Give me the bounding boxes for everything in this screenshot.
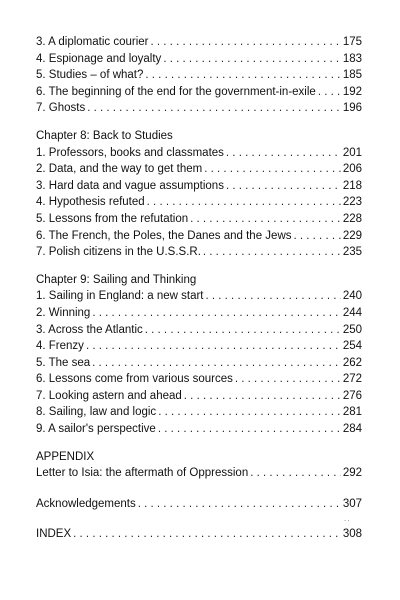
dot-leader — [147, 196, 341, 208]
toc-entry-page: 175 — [342, 36, 362, 48]
toc-entry-title: 3. A diplomatic courier — [36, 36, 149, 48]
toc-entry — [36, 180, 362, 197]
toc-entry — [36, 324, 362, 341]
dot-leader — [163, 53, 341, 65]
dot-leader — [318, 86, 341, 98]
toc-entry-title: 7. Polish citizens in the U.S.S.R. — [36, 246, 201, 259]
appendix-heading: APPENDIX — [36, 450, 95, 463]
dot-leader — [226, 180, 341, 192]
chapter-8-entries — [36, 147, 362, 263]
dot-leader — [226, 147, 341, 159]
toc-entry-title: 5. Lessons from the refutation — [36, 212, 189, 225]
toc-entry-page: 196 — [342, 102, 362, 115]
toc-entry — [36, 230, 362, 247]
toc-entry — [36, 102, 362, 119]
toc-entry-title: 3. Hard data and vague assumptions — [36, 179, 224, 192]
dot-leader — [145, 324, 341, 336]
chapter-8-heading: Chapter 8: Back to Studies — [36, 129, 173, 142]
toc-entry — [36, 423, 362, 440]
dot-leader — [190, 213, 341, 225]
toc-entry-page: 276 — [342, 389, 362, 402]
footer-mark: .. — [344, 514, 351, 523]
dot-leader — [203, 246, 341, 258]
toc-entry-page: 262 — [342, 356, 362, 369]
toc-entry-page: 201 — [342, 146, 362, 159]
toc-entry-page: 235 — [342, 246, 362, 259]
toc-entry-title: 5. The sea — [36, 356, 91, 369]
dot-leader — [138, 498, 341, 510]
toc-entry — [36, 373, 362, 390]
toc-entry-title: 2. Winning — [36, 306, 91, 319]
toc-entry-page: 254 — [342, 340, 362, 353]
toc-entry-title: Acknowledgements — [36, 497, 136, 510]
table-of-contents — [36, 36, 362, 545]
toc-entry — [36, 406, 362, 423]
toc-entry-title: 3. Across the Atlantic — [36, 323, 143, 336]
toc-entry-page: 229 — [342, 229, 362, 242]
toc-entry-title: 6. The beginning of the end for the government-in-exile — [36, 85, 316, 98]
dot-leader — [158, 406, 341, 418]
toc-entry-page: 284 — [342, 423, 362, 436]
dot-leader — [204, 163, 341, 175]
toc-entry — [36, 390, 362, 407]
toc-entry — [36, 163, 362, 180]
toc-entry-index — [36, 528, 362, 545]
toc-entry-page: 185 — [342, 69, 362, 82]
toc-entry-page: 281 — [342, 406, 362, 419]
toc-entry-title: 1. Professors, books and classmates — [36, 146, 224, 159]
toc-entry-title: 7. Looking astern and ahead — [36, 389, 182, 402]
toc-entry-title: 7. Ghosts — [36, 102, 86, 115]
dot-leader — [151, 36, 341, 48]
toc-entry — [36, 357, 362, 374]
toc-entry-page: 292 — [342, 467, 362, 480]
toc-entry-title: 6. Lessons come from various sources — [36, 373, 233, 386]
toc-entry — [36, 86, 362, 103]
toc-entry-page: 244 — [342, 306, 362, 319]
toc-entry — [36, 340, 362, 357]
toc-entry-page: 228 — [342, 212, 362, 225]
toc-entry — [36, 36, 362, 53]
dot-leader — [206, 290, 341, 302]
chapter-9-heading: Chapter 9: Sailing and Thinking — [36, 273, 197, 286]
toc-entry — [36, 307, 362, 324]
toc-entry — [36, 290, 362, 307]
toc-entry-page: 307 — [342, 497, 362, 510]
dot-leader — [87, 102, 341, 114]
dot-leader — [145, 69, 340, 81]
toc-entry-title: 6. The French, the Poles, the Danes and the Jews — [36, 229, 292, 242]
chapter-9-entries — [36, 290, 362, 439]
dot-leader — [158, 423, 341, 435]
toc-entry-page: 183 — [342, 52, 362, 65]
toc-entry — [36, 147, 362, 164]
toc-entry-title: 9. A sailor's perspective — [36, 423, 156, 436]
toc-entry — [36, 246, 362, 263]
toc-entry-acknowledgements — [36, 498, 362, 515]
dot-leader — [235, 373, 341, 385]
toc-entry-title: 8. Sailing, law and logic — [36, 406, 157, 419]
toc-entry-page: 308 — [342, 528, 362, 541]
toc-entry-page: 218 — [342, 179, 362, 192]
toc-entry-title: Letter to Isia: the aftermath of Oppression — [36, 467, 249, 480]
toc-entry-page: 206 — [342, 163, 362, 176]
dot-leader — [92, 307, 340, 319]
toc-group-top — [36, 36, 362, 119]
toc-entry-page: 272 — [342, 373, 362, 386]
dot-leader — [92, 357, 341, 369]
toc-entry — [36, 69, 362, 86]
toc-entry-page: 223 — [342, 196, 362, 209]
dot-leader — [73, 528, 341, 540]
toc-entry-title: 4. Hypothesis refuted — [36, 196, 145, 209]
appendix-entries — [36, 467, 362, 484]
toc-entry — [36, 53, 362, 70]
toc-entry-page: 192 — [342, 85, 362, 98]
dot-leader — [294, 230, 341, 242]
dot-leader — [250, 467, 341, 479]
dot-leader — [184, 390, 341, 402]
toc-entry-title: 1. Sailing in England: a new start — [36, 290, 204, 303]
toc-entry-title: 5. Studies – of what? — [36, 69, 144, 82]
toc-entry-title: INDEX — [36, 528, 72, 541]
toc-entry-title: 4. Espionage and loyalty — [36, 52, 162, 65]
dot-leader — [86, 340, 341, 352]
toc-entry — [36, 213, 362, 230]
toc-entry-page: 250 — [342, 323, 362, 336]
toc-entry-page: 240 — [342, 290, 362, 303]
toc-entry-title: 4. Frenzy — [36, 340, 84, 353]
toc-entry-title: 2. Data, and the way to get them — [36, 163, 203, 176]
toc-entry — [36, 196, 362, 213]
toc-entry — [36, 467, 362, 484]
